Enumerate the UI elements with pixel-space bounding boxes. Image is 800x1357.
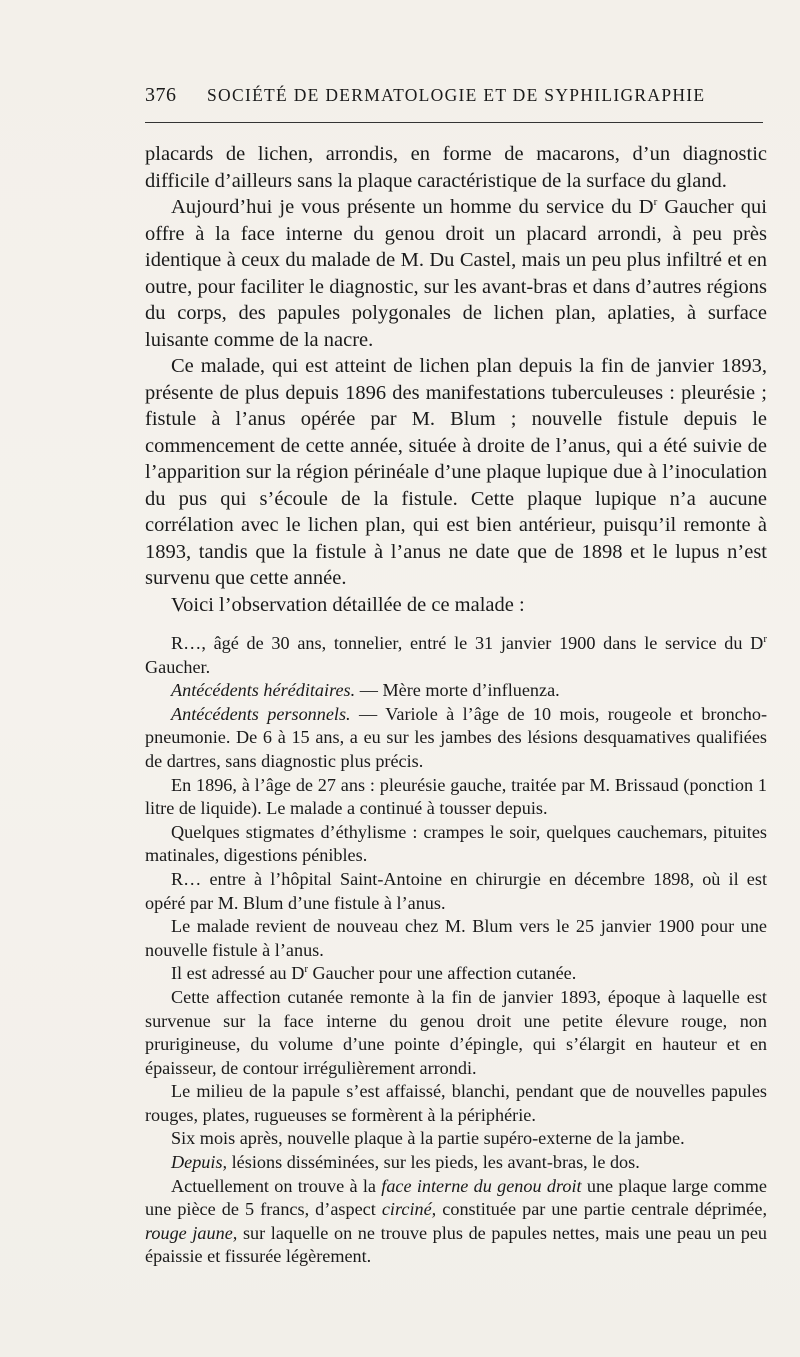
paragraph	[145, 592, 767, 619]
italic-phrase: rouge jaune,	[145, 1222, 238, 1243]
observation-paragraph	[145, 915, 767, 962]
paragraph-text: sur laquelle on ne trouve plus de papules nettes, mais une peau un peu épaissie et fissurée légèrement.	[145, 1222, 767, 1267]
paragraph-text: R… entre à l’hôpital Saint-Antoine en chirurgie en décembre 1898, où il est opéré par M. Blum d’une fistule à l’anus.	[145, 868, 767, 913]
italic-phrase: face interne du genou droit	[381, 1175, 582, 1196]
paragraph-text: R…, âgé de 30 ans, tonnelier, entré le 31 janvier 1900 dans le service du D	[171, 633, 764, 653]
paragraph-text: — Mère morte d’influenza.	[355, 680, 560, 701]
main-text	[145, 141, 767, 618]
paragraph	[145, 141, 767, 194]
observation-paragraph	[145, 1175, 767, 1269]
observation-paragraph	[145, 821, 767, 868]
superscript: r	[763, 632, 767, 645]
italic-phrase: circiné,	[381, 1199, 437, 1220]
running-title: SOCIÉTÉ DE DERMATOLOGIE ET DE SYPHILIGRAPHIE	[207, 85, 706, 105]
observation-paragraph	[145, 986, 767, 1080]
observation-paragraph	[145, 1151, 767, 1175]
paragraph-text: Gaucher.	[145, 656, 211, 677]
observation-paragraph	[145, 1127, 767, 1151]
italic-label: Depuis,	[171, 1152, 228, 1173]
paragraph	[145, 353, 767, 592]
paragraph-text: placards de lichen, arrondis, en forme de macarons, d’un diagnostic difficile d’ailleurs sans la plaque caractéristique de la surface du gland.	[145, 143, 767, 192]
observation-paragraph	[145, 632, 767, 679]
paragraph-text: Six mois après, nouvelle plaque à la partie supéro-externe de la jambe.	[171, 1128, 685, 1149]
paragraph-text: Gaucher pour une affection cutanée.	[308, 963, 577, 984]
paragraph-text: Le malade revient de nouveau chez M. Blum vers le 25 janvier 1900 pour une nouvelle fistule à l’anus.	[145, 916, 767, 960]
paragraph-text: Le milieu de la papule s’est affaissé, blanchi, pendant que de nouvelles papules rouges, plates, rugueuses se formèrent à la périphérie.	[145, 1081, 767, 1125]
page-header	[145, 84, 763, 114]
header-rule	[145, 122, 763, 123]
paragraph	[145, 194, 767, 353]
paragraph-text: Quelques stigmates d’éthylisme : crampes le soir, quelques cauchemars, pituites matinales, digestions pénibles.	[145, 821, 767, 866]
italic-label: Antécédents héréditaires.	[171, 680, 356, 701]
paragraph-text: En 1896, à l’âge de 27 ans : pleurésie gauche, traitée par M. Brissaud (ponction 1 litre de liquide). Le malade a continué à tousser depuis.	[145, 774, 767, 819]
superscript: r	[304, 963, 308, 976]
observation-paragraph	[145, 703, 767, 774]
paragraph-text: Aujourd’hui je vous présente un homme du service du D	[171, 196, 654, 218]
observation-paragraph	[145, 868, 767, 915]
observation-paragraph	[145, 679, 767, 703]
paragraph-text: Voici l’observation détaillée de ce malade :	[171, 593, 525, 616]
paragraph-text: Gaucher qui offre à la face interne du genou droit un placard arrondi, à peu près identique à ceux du malade de M. Du Castel, mais un peu plus infiltré et en outre, pour faciliter le diagnostic, sur les avant-bras et dans d’autres régions du corps, des papules polygonales de lichen plan, aplaties, à surface luisante comme de la nacre.	[145, 196, 767, 351]
superscript: r	[653, 196, 658, 209]
paragraph-text: Ce malade, qui est atteint de lichen plan depuis la fin de janvier 1893, présente de plus depuis 1896 des manifestations tuberculeuses : pleurésie ; fistule à l’anus opérée par M. Blum ; nouvelle fistule depuis le commencement de cette année, située à droite de l’anus, qui a été suivie de l’apparition sur la région périnéale d’une plaque lupique due à l’inoculation du pus qui s’écoule de la fistule. Cette plaque lupique n’a aucune corrélation avec le lichen plan, qui est bien antérieur, puisqu’il remonte à 1893, tandis que la fistule à l’anus ne date que de 1898 et le lupus n’est survenu que cette année.	[145, 355, 767, 589]
observation-text	[145, 632, 767, 1269]
paragraph-text: — Variole à l’âge de 10 mois, rougeole et broncho-pneumonie. De 6 à 15 ans, a eu sur les jambes des lésions desquamatives qualifiées de dartres, sans diagnostic plus précis.	[145, 703, 767, 771]
paragraph-text: lésions disséminées, sur les pieds, les avant-bras, le dos.	[227, 1152, 640, 1173]
paragraph-text: constituée par une partie centrale déprimée,	[436, 1199, 767, 1220]
observation-paragraph	[145, 962, 767, 986]
paragraph-text: une plaque large comme une pièce de 5 francs, d’aspect	[145, 1175, 768, 1220]
paragraph-text: Cette affection cutanée remonte à la fin de janvier 1893, époque à laquelle est survenue sur la face interne du genou droit une petite élevure rouge, non prurigineuse, du volume d’une pointe d’épingle, qui s’élargit en hauteur et en épaisseur, de contour irrégulièrement arrondi.	[145, 986, 767, 1078]
paragraph-text: Actuellement on trouve à la	[171, 1175, 382, 1196]
italic-label: Antécédents personnels.	[171, 703, 351, 724]
observation-paragraph	[145, 1080, 767, 1127]
paragraph-text: Il est adressé au D	[171, 963, 305, 984]
observation-paragraph	[145, 774, 767, 821]
page-number: 376	[145, 84, 177, 106]
